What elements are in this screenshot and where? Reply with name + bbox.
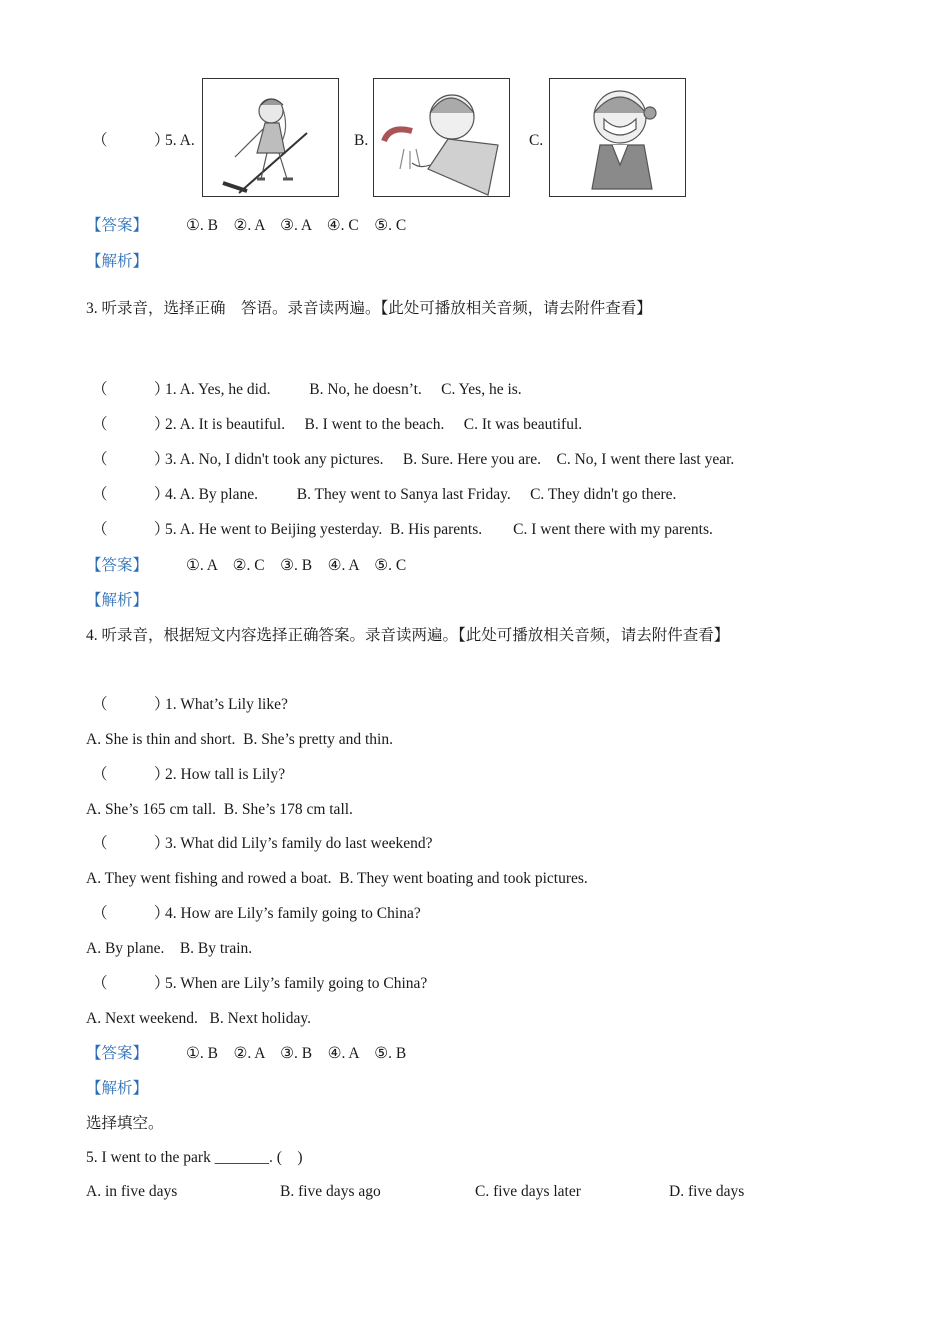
answer-text: ①. A ②. C ③. B ④. A ⑤. C xyxy=(186,557,407,574)
q5-option-b: B. five days ago xyxy=(280,1183,381,1200)
q4-question-3: 3. What did Lily’s family do last weekend? xyxy=(165,835,433,852)
q3-item-5: 5. A. He went to Beijing yesterday. B. His parents. C. I went there with my parents. xyxy=(165,521,713,538)
answer-blank: （ ） xyxy=(92,835,170,852)
q4-options-2: A. She’s 165 cm tall. B. She’s 178 cm tall. xyxy=(86,801,353,818)
picture-girl-washing-hands xyxy=(373,78,510,197)
q5-option-d: D. five days xyxy=(669,1183,745,1200)
q4-options-4: A. By plane. B. By train. xyxy=(86,940,253,957)
answer-blank: （ ） xyxy=(92,381,170,398)
answer-blank: （ ） xyxy=(92,696,170,713)
analysis-tag: 【解析】 xyxy=(86,253,149,270)
answer-blank: （ ） xyxy=(92,521,170,538)
q4-question-5: 5. When are Lily’s family going to China? xyxy=(165,975,428,992)
picture-girl-mopping xyxy=(202,78,339,197)
q4-title: 4. 听录音，根据短文内容选择正确答案。录音读两遍。【此处可播放相关音频，请去附件查看】 xyxy=(86,627,730,644)
q5-option-c: C. five days later xyxy=(475,1183,581,1200)
q5-stem: 5. I went to the park _______. ( ) xyxy=(86,1149,303,1166)
q3-item-1: 1. A. Yes, he did. B. No, he doesn’t. C. Yes, he is. xyxy=(165,381,522,398)
picture-girl-with-mask xyxy=(549,78,686,197)
answer-blank: （ ） xyxy=(92,766,170,783)
answer-blank: （ ） xyxy=(92,905,170,922)
answer-tag: 【答案】 xyxy=(86,217,149,234)
question-label: 5. A. xyxy=(165,132,195,149)
option-b-label: B. xyxy=(354,132,369,149)
section-title: 选择填空。 xyxy=(86,1115,164,1132)
analysis-tag: 【解析】 xyxy=(86,592,149,609)
q3-title: 3. 听录音，选择正确 答语。录音读两遍。【此处可播放相关音频，请去附件查看】 xyxy=(86,300,652,317)
q4-options-1: A. She is thin and short. B. She’s pretty and thin. xyxy=(86,731,393,748)
answer-blank: （ ） xyxy=(92,975,170,992)
q4-question-2: 2. How tall is Lily? xyxy=(165,766,286,783)
q3-item-3: 3. A. No, I didn't took any pictures. B. Sure. Here you are. C. No, I went there last year. xyxy=(165,451,735,468)
answer-blank: （ ） xyxy=(92,132,170,149)
answer-text: ①. B ②. A ③. A ④. C ⑤. C xyxy=(186,217,407,234)
q3-item-2: 2. A. It is beautiful. B. I went to the beach. C. It was beautiful. xyxy=(165,416,583,433)
q4-question-1: 1. What’s Lily like? xyxy=(165,696,288,713)
q4-options-5: A. Next weekend. B. Next holiday. xyxy=(86,1010,311,1027)
q4-options-3: A. They went fishing and rowed a boat. B. They went boating and took pictures. xyxy=(86,870,588,887)
answer-tag: 【答案】 xyxy=(86,557,149,574)
answer-text: ①. B ②. A ③. B ④. A ⑤. B xyxy=(186,1045,407,1062)
analysis-tag: 【解析】 xyxy=(86,1080,149,1097)
answer-blank: （ ） xyxy=(92,416,170,433)
answer-blank: （ ） xyxy=(92,451,170,468)
answer-tag: 【答案】 xyxy=(86,1045,149,1062)
option-c-label: C. xyxy=(529,132,544,149)
q3-item-4: 4. A. By plane. B. They went to Sanya last Friday. C. They didn't go there. xyxy=(165,486,677,503)
q4-question-4: 4. How are Lily’s family going to China? xyxy=(165,905,421,922)
q5-option-a: A. in five days xyxy=(86,1183,178,1200)
answer-blank: （ ） xyxy=(92,486,170,503)
